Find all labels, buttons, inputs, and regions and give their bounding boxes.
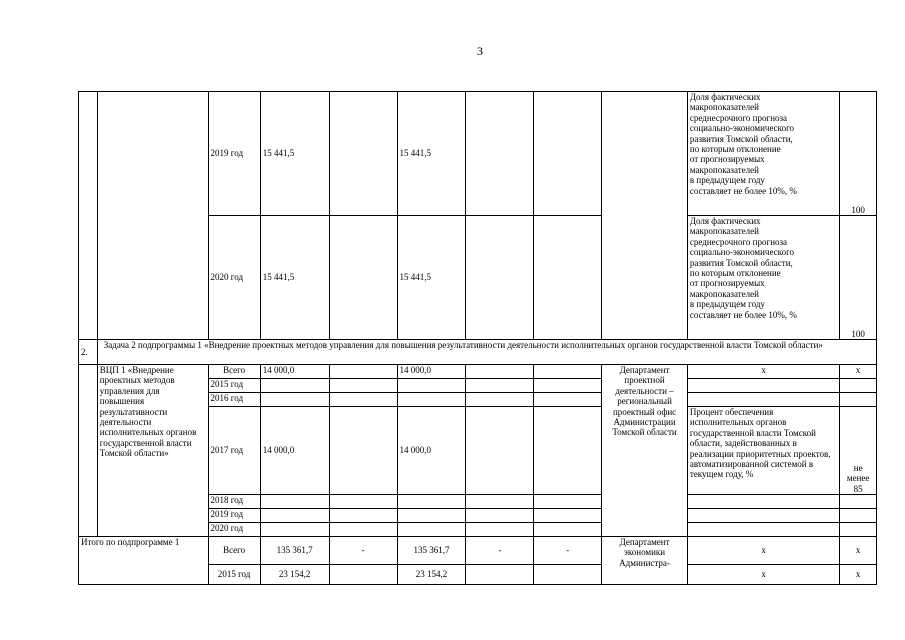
local-cell bbox=[466, 92, 534, 216]
regional-cell bbox=[397, 495, 466, 509]
federal-cell bbox=[329, 379, 397, 393]
local-cell bbox=[466, 523, 534, 537]
local-cell bbox=[466, 393, 534, 407]
indicator-cell: Доля фактических макропоказателей среднесрочного прогноза социально-экономического развития Томской области, по которым отклонение от прогнозируемых макропоказателей в предыдущем году составляет не более 10%, % bbox=[687, 92, 839, 216]
total-cell: 14 000,0 bbox=[260, 407, 329, 495]
other-cell bbox=[534, 216, 602, 340]
local-cell bbox=[466, 379, 534, 393]
other-cell bbox=[534, 365, 602, 379]
indicator-value-cell: x bbox=[840, 365, 877, 379]
task-title: Задача 2 подпрограммы 1 «Внедрение проектных методов управления для повышения результативности деятельности исполнительных органов государственной власти Томской области» bbox=[97, 340, 876, 365]
indicator-cell: x bbox=[687, 537, 839, 565]
local-cell bbox=[466, 509, 534, 523]
regional-cell: 15 441,5 bbox=[397, 216, 466, 340]
regional-cell: 14 000,0 bbox=[397, 407, 466, 495]
year-cell: 2015 год bbox=[208, 565, 260, 585]
year-cell: 2016 год bbox=[208, 393, 260, 407]
indicator-value-cell bbox=[840, 495, 877, 509]
vcp-executor: Департамент проектной деятельности – региональный проектный офис Администрации Томской области bbox=[602, 365, 688, 537]
indicator-cell bbox=[687, 509, 839, 523]
page-number: 3 bbox=[477, 44, 483, 58]
regional-cell: 14 000,0 bbox=[397, 365, 466, 379]
year-cell: 2015 год bbox=[208, 379, 260, 393]
federal-cell bbox=[329, 393, 397, 407]
total-cell bbox=[260, 495, 329, 509]
indicator-value-cell: x bbox=[840, 565, 877, 585]
total-cell: 15 441,5 bbox=[260, 216, 329, 340]
regional-cell bbox=[397, 393, 466, 407]
task-row bbox=[79, 340, 877, 365]
indicator-value-cell bbox=[840, 523, 877, 537]
total-executor: Департамент экономики Администра- bbox=[602, 537, 688, 585]
local-cell: - bbox=[466, 537, 534, 565]
indicator-cell: x bbox=[687, 565, 839, 585]
other-cell bbox=[534, 565, 602, 585]
other-cell bbox=[534, 495, 602, 509]
federal-cell bbox=[329, 365, 397, 379]
year-cell: 2018 год bbox=[208, 495, 260, 509]
regional-cell: 23 154,2 bbox=[397, 565, 466, 585]
local-cell bbox=[466, 216, 534, 340]
regional-cell bbox=[397, 523, 466, 537]
table-row bbox=[79, 537, 877, 565]
indicator-cell bbox=[687, 393, 839, 407]
row-number-cell bbox=[79, 365, 98, 537]
other-cell bbox=[534, 523, 602, 537]
indicator-value-cell: 100 bbox=[840, 92, 877, 216]
total-cell: 135 361,7 bbox=[260, 537, 329, 565]
federal-cell: - bbox=[329, 537, 397, 565]
year-cell: 2020 год bbox=[208, 523, 260, 537]
local-cell bbox=[466, 565, 534, 585]
federal-cell bbox=[329, 565, 397, 585]
other-cell: - bbox=[534, 537, 602, 565]
year-cell: 2017 год bbox=[208, 407, 260, 495]
indicator-value-cell: x bbox=[840, 537, 877, 565]
total-cell: 14 000,0 bbox=[260, 365, 329, 379]
federal-cell bbox=[329, 92, 397, 216]
indicator-value-cell bbox=[840, 393, 877, 407]
federal-cell bbox=[329, 509, 397, 523]
indicator-value-cell bbox=[840, 509, 877, 523]
other-cell bbox=[534, 92, 602, 216]
other-cell bbox=[534, 393, 602, 407]
table-row bbox=[79, 365, 877, 379]
federal-cell bbox=[329, 523, 397, 537]
indicator-cell bbox=[687, 523, 839, 537]
indicator-value-cell bbox=[840, 379, 877, 393]
indicator-cell: Доля фактических макропоказателей среднесрочного прогноза социально-экономического развития Томской области, по которым отклонение от прогнозируемых макропоказателей в предыдущем году составляет не более 10%, % bbox=[687, 216, 839, 340]
year-cell: 2019 год bbox=[208, 509, 260, 523]
program-table bbox=[78, 91, 877, 585]
activity-name-cell bbox=[97, 92, 208, 340]
federal-cell bbox=[329, 407, 397, 495]
total-cell: 23 154,2 bbox=[260, 565, 329, 585]
subprogram-total-label: Итого по подпрограмме 1 bbox=[79, 537, 209, 585]
total-cell bbox=[260, 393, 329, 407]
indicator-cell bbox=[687, 495, 839, 509]
other-cell bbox=[534, 407, 602, 495]
other-cell bbox=[534, 509, 602, 523]
regional-cell: 135 361,7 bbox=[397, 537, 466, 565]
regional-cell: 15 441,5 bbox=[397, 92, 466, 216]
federal-cell bbox=[329, 495, 397, 509]
year-cell: Всего bbox=[208, 537, 260, 565]
indicator-cell bbox=[687, 379, 839, 393]
total-cell bbox=[260, 379, 329, 393]
regional-cell bbox=[397, 509, 466, 523]
local-cell bbox=[466, 495, 534, 509]
executor-cell bbox=[602, 92, 688, 340]
total-cell bbox=[260, 509, 329, 523]
indicator-value-cell: 100 bbox=[840, 216, 877, 340]
other-cell bbox=[534, 379, 602, 393]
federal-cell bbox=[329, 216, 397, 340]
row-number-cell bbox=[79, 92, 98, 340]
vcp-indicator-value: не менее 85 bbox=[840, 407, 877, 495]
table-row bbox=[79, 92, 877, 216]
local-cell bbox=[466, 365, 534, 379]
local-cell bbox=[466, 407, 534, 495]
year-cell: Всего bbox=[208, 365, 260, 379]
task-number: 2. bbox=[79, 340, 98, 365]
indicator-cell: x bbox=[687, 365, 839, 379]
total-cell bbox=[260, 523, 329, 537]
vcp-name: ВЦП 1 «Внедрение проектных методов управления для повышения результативности деятельности исполнительных органов государственной власти Томской области» bbox=[97, 365, 208, 537]
year-cell: 2020 год bbox=[208, 216, 260, 340]
vcp-indicator: Процент обеспечения исполнительных органов государственной власти Томской области, задействованных в реализации приоритетных проектов, автоматизированной системой в текущем году, % bbox=[687, 407, 839, 495]
year-cell: 2019 год bbox=[208, 92, 260, 216]
total-cell: 15 441,5 bbox=[260, 92, 329, 216]
regional-cell bbox=[397, 379, 466, 393]
